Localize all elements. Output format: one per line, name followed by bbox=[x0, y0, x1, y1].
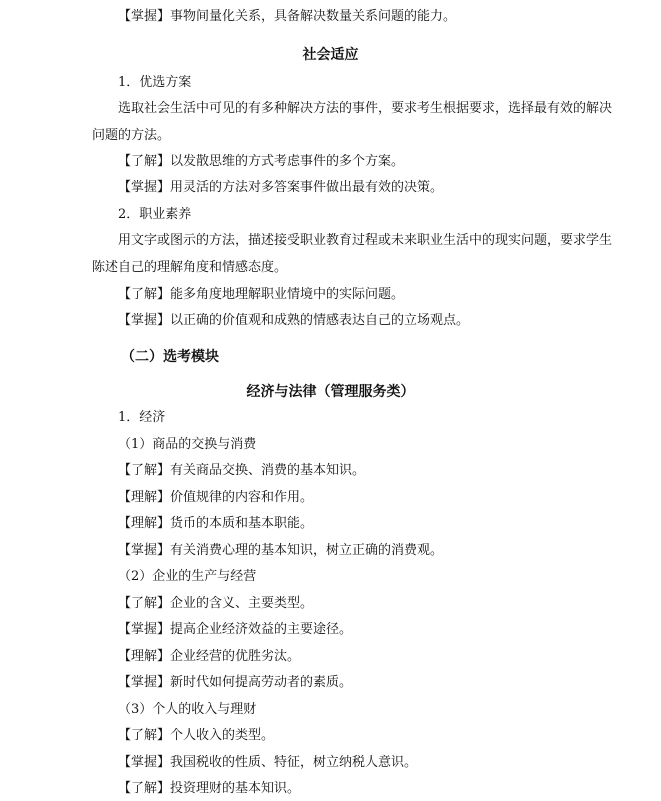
text-line: 用文字或图示的方法，描述接受职业教育过程或未来职业生活中的现实问题，要求学生 bbox=[118, 233, 613, 248]
text-line: 【理解】货币的本质和基本职能。 bbox=[118, 516, 314, 531]
subheading-line: 1．经济 bbox=[118, 410, 166, 425]
text-line: 【掌握】用灵活的方法对多答案事件做出最有效的决策。 bbox=[118, 180, 444, 195]
text-line: 【掌握】我国税收的性质、特征，树立纳税人意识。 bbox=[118, 755, 418, 770]
text-line: 陈述自己的理解角度和情感态度。 bbox=[92, 260, 288, 275]
text-line: 【理解】企业经营的优胜劣汰。 bbox=[118, 649, 301, 664]
text-line: 【了解】以发散思维的方式考虑事件的多个方案。 bbox=[118, 154, 405, 169]
subheading-line: （2）企业的生产与经营 bbox=[118, 569, 257, 584]
section-title-economics-law: 经济与法律（管理服务类） bbox=[246, 384, 415, 400]
section-title-social-adaptation: 社会适应 bbox=[302, 47, 359, 63]
text-line: 【掌握】提高企业经济效益的主要途径。 bbox=[118, 622, 353, 637]
text-line: 选取社会生活中可见的有多种解决方法的事件，要求考生根据要求，选择最有效的解决 bbox=[118, 101, 613, 116]
subheading-line: （1）商品的交换与消费 bbox=[118, 437, 257, 452]
text-line: 【了解】有关商品交换、消费的基本知识。 bbox=[118, 463, 366, 478]
text-line: 【了解】能多角度地理解职业情境中的实际问题。 bbox=[118, 287, 405, 302]
text-line: 【掌握】新时代如何提高劳动者的素质。 bbox=[118, 675, 353, 690]
text-line: 【掌握】以正确的价值观和成熟的情感表达自己的立场观点。 bbox=[118, 313, 470, 328]
text-line: 【了解】企业的含义、主要类型。 bbox=[118, 596, 314, 611]
text-line: 【了解】投资理财的基本知识。 bbox=[118, 781, 301, 796]
text-line: 【了解】个人收入的类型。 bbox=[118, 728, 275, 743]
subheading-line: 2．职业素养 bbox=[118, 207, 192, 222]
section-title-elective-module: （二）选考模块 bbox=[121, 349, 219, 365]
text-line: 【理解】价值规律的内容和作用。 bbox=[118, 490, 314, 505]
text-line: 问题的方法。 bbox=[92, 128, 171, 143]
text-line: 【掌握】事物间量化关系，具备解决数量关系问题的能力。 bbox=[118, 9, 457, 24]
text-line: 【掌握】有关消费心理的基本知识，树立正确的消费观。 bbox=[118, 543, 444, 558]
subheading-line: 1．优选方案 bbox=[118, 75, 192, 90]
subheading-line: （3）个人的收入与理财 bbox=[118, 702, 257, 717]
